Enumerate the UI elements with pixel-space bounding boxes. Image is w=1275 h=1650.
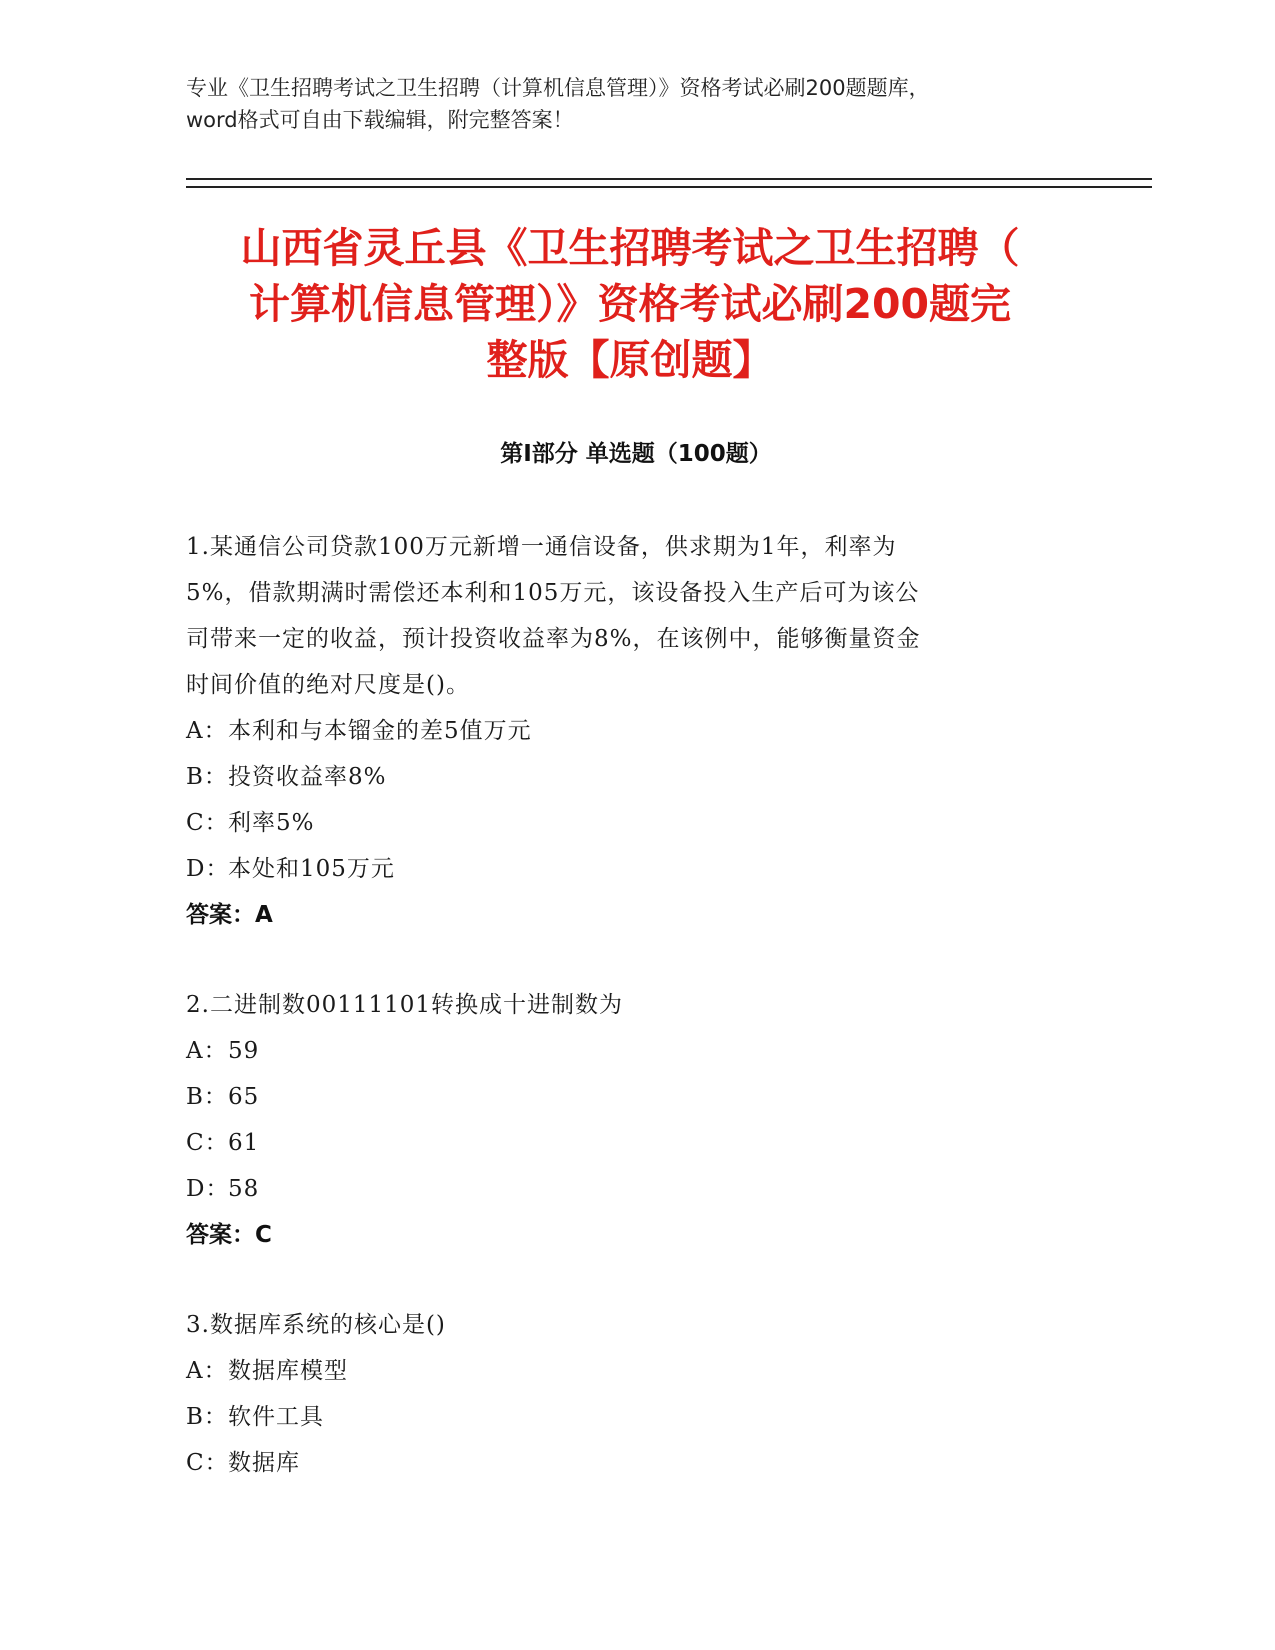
- option-key: D：: [186, 1176, 230, 1202]
- option-b: [186, 1394, 1076, 1440]
- option-text: 61: [228, 1130, 260, 1156]
- option-d: [186, 846, 1076, 892]
- option-key: B：: [186, 764, 228, 790]
- option-text: 投资收益率8%: [228, 764, 387, 790]
- option-text: 58: [228, 1176, 260, 1202]
- option-text: 59: [228, 1038, 260, 1064]
- option-a: [186, 708, 1076, 754]
- header-divider-top: [186, 178, 1152, 180]
- question-2: [186, 982, 1076, 1258]
- option-b: [186, 1074, 1076, 1120]
- question-stem-line: 2.二进制数00111101转换成十进制数为: [186, 992, 624, 1018]
- option-a: [186, 1028, 1076, 1074]
- question-list: [186, 524, 1076, 1486]
- answer-label: 答案：A: [186, 902, 273, 928]
- option-key: D：: [186, 856, 230, 882]
- option-text: 软件工具: [228, 1404, 324, 1430]
- question-stem-line: 1.某通信公司贷款100万元新增一通信设备，供求期为1年，利率为: [186, 534, 897, 560]
- question-3: [186, 1302, 1076, 1486]
- page-title-line-2: 计算机信息管理）》资格考试必刷200题完: [248, 280, 1012, 328]
- option-key: C：: [186, 810, 229, 836]
- option-d: [186, 1166, 1076, 1212]
- option-key: C：: [186, 1130, 229, 1156]
- option-b: [186, 754, 1076, 800]
- question-stem: [186, 1302, 1076, 1348]
- option-key: C：: [186, 1450, 229, 1476]
- option-key: B：: [186, 1084, 228, 1110]
- question-1: [186, 524, 1076, 938]
- header-note: [186, 72, 1086, 136]
- option-a: [186, 1348, 1076, 1394]
- option-text: 数据库: [228, 1450, 300, 1476]
- option-text: 本利和与本镏金的差5值万元: [228, 718, 532, 744]
- header-note-line-1: 专业《卫生招聘考试之卫生招聘（计算机信息管理）》资格考试必刷200题题库，: [186, 76, 930, 100]
- question-stem-line: 5%，借款期满时需偿还本利和105万元，该设备投入生产后可为该公: [186, 580, 920, 606]
- option-text: 65: [228, 1084, 260, 1110]
- option-c: [186, 800, 1076, 846]
- answer-label: 答案：C: [186, 1222, 272, 1248]
- question-stem-line: 3.数据库系统的核心是(): [186, 1312, 446, 1338]
- option-c: [186, 1120, 1076, 1166]
- option-key: A：: [186, 1038, 228, 1064]
- question-stem-line: 时间价值的绝对尺度是()。: [186, 672, 470, 698]
- section-heading: 第Ⅰ部分 单选题（100题）: [500, 441, 772, 467]
- option-key: A：: [186, 718, 228, 744]
- option-c: [186, 1440, 1076, 1486]
- page-title-line-1: 山西省灵丘县《卫生招聘考试之卫生招聘（: [240, 224, 1020, 272]
- page-title: [180, 220, 1080, 388]
- header-divider-bottom: [186, 186, 1152, 188]
- page-title-line-3: 整版【原创题】: [486, 336, 774, 384]
- question-spacer: [186, 938, 1076, 982]
- option-text: 数据库模型: [228, 1358, 348, 1384]
- question-stem-line: 司带来一定的收益，预计投资收益率为8%，在该例中，能够衡量资金: [186, 626, 921, 652]
- option-key: A：: [186, 1358, 228, 1384]
- header-note-line-2: word格式可自由下载编辑，附完整答案！: [186, 108, 574, 132]
- option-text: 利率5%: [228, 810, 315, 836]
- question-stem: [186, 524, 1076, 708]
- option-text: 本处和105万元: [228, 856, 395, 882]
- question-stem: [186, 982, 1076, 1028]
- option-key: B：: [186, 1404, 228, 1430]
- question-spacer: [186, 1258, 1076, 1302]
